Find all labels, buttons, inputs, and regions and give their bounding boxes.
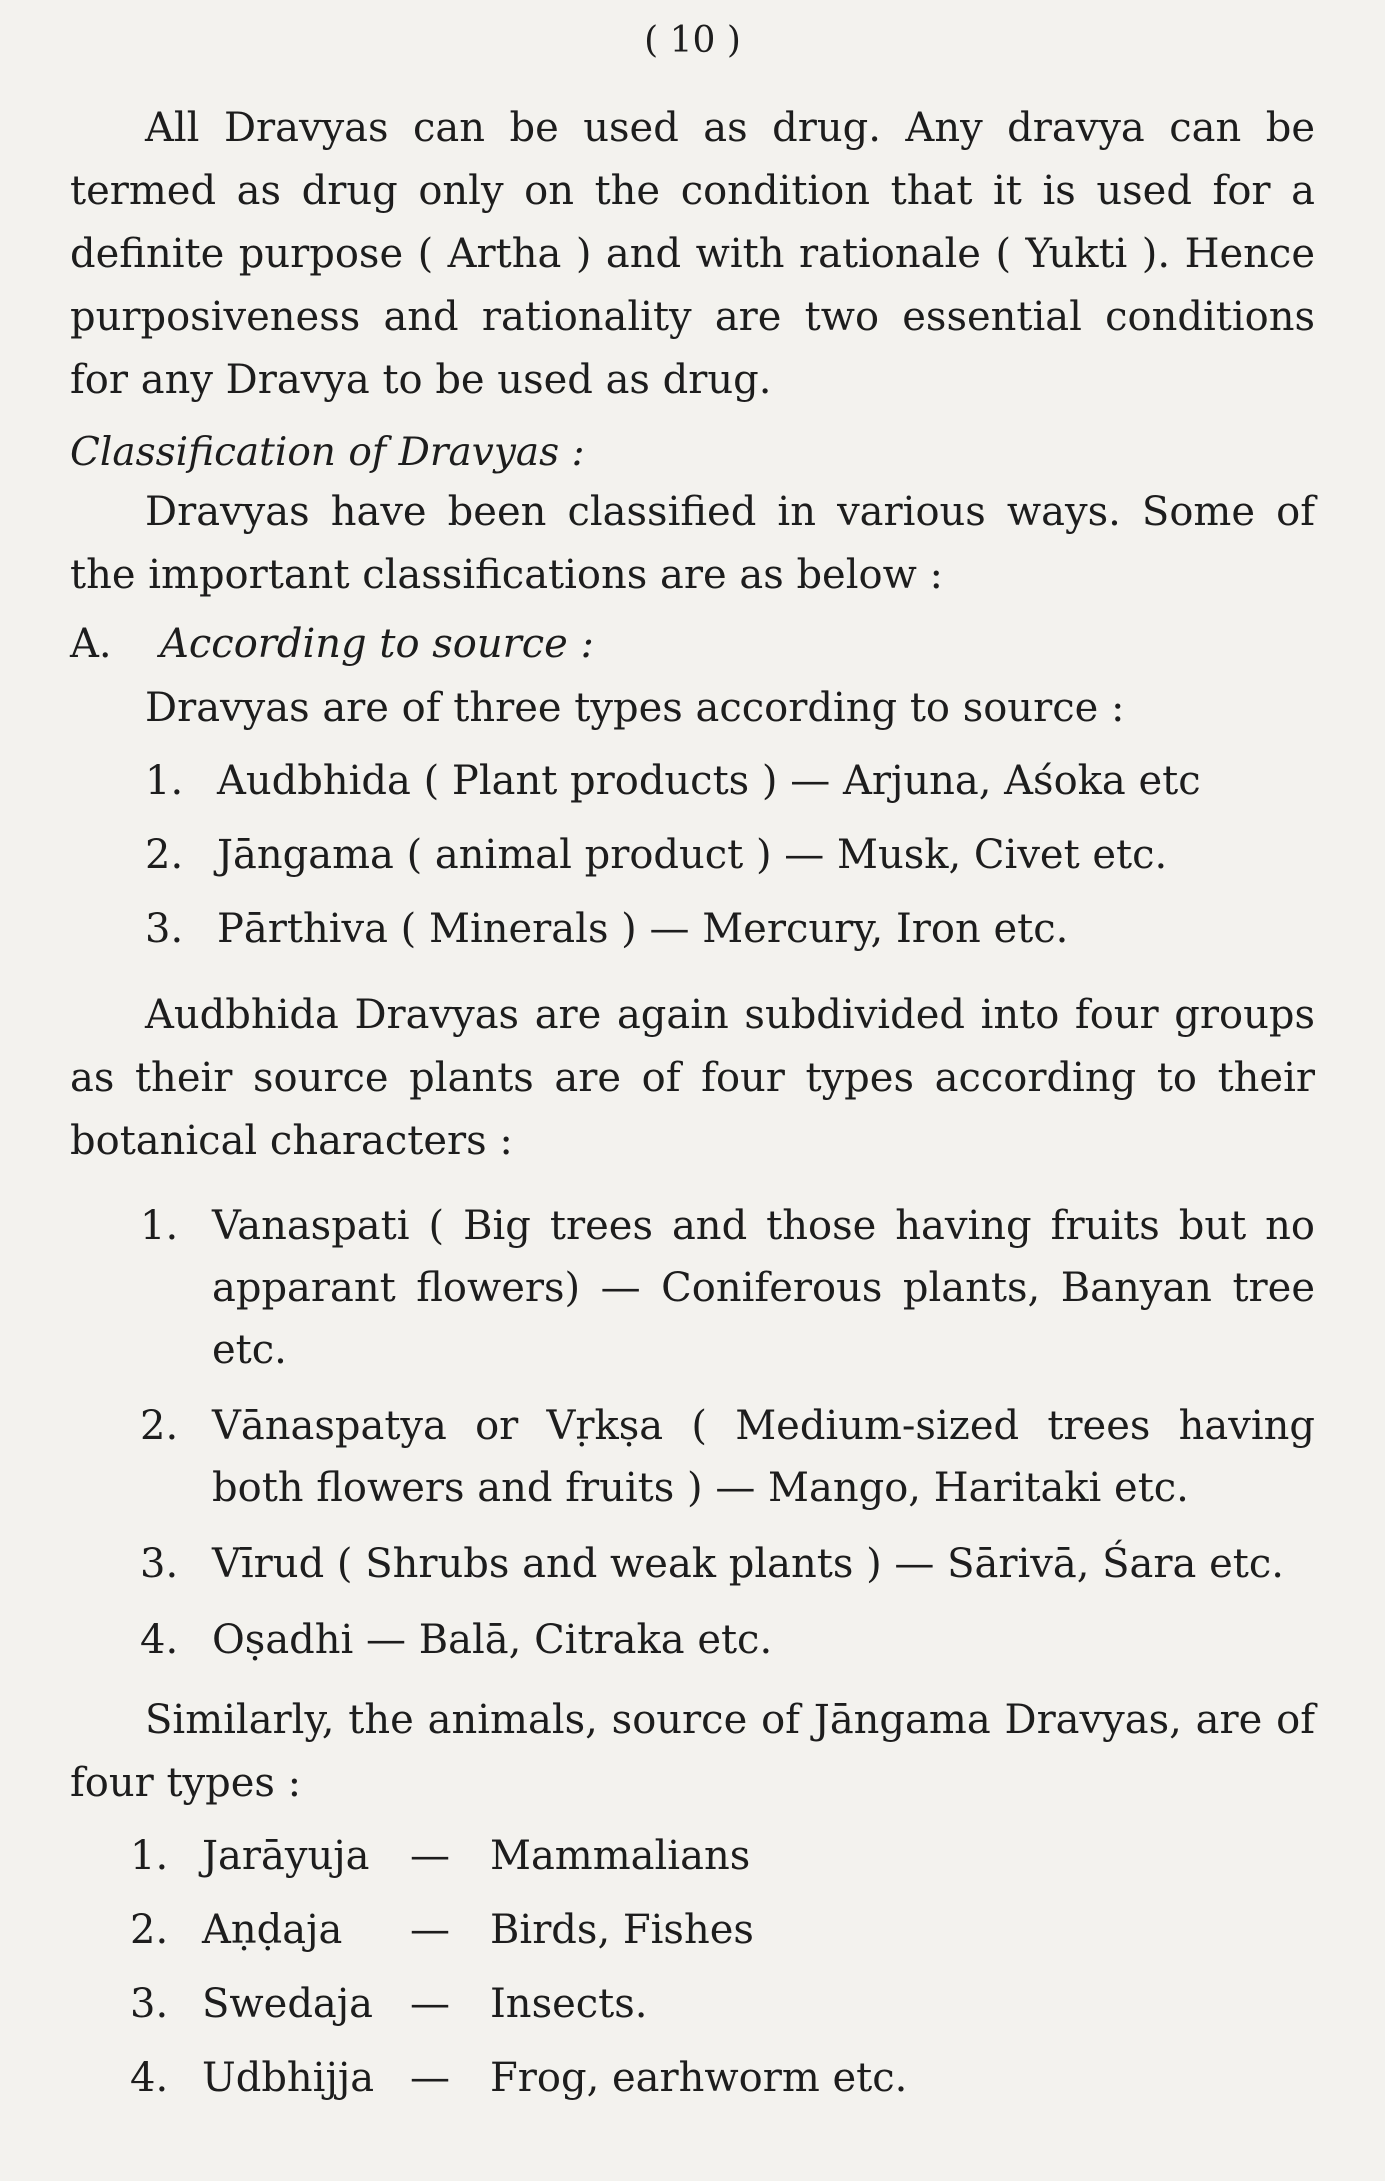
list-item-text: Pārthiva ( Minerals ) — Mercury, Iron etc. xyxy=(217,906,1069,952)
dash: — xyxy=(410,1981,450,2027)
animal-type-description: Mammalians xyxy=(490,1833,751,1879)
intro-paragraph: All Dravyas can be used as drug. Any dravya can be termed as drug only on the condition that it is used for a definite purpose ( Artha ) and with rationale ( Yukti ). Hence purposiveness and rationality are two essential conditions for any Dravya to be used as drug. xyxy=(70,105,1315,403)
animal-type-description: Birds, Fishes xyxy=(490,1907,754,1953)
classification-intro: Dravyas have been classified in various ways. Some of the important classifications are as below : xyxy=(70,489,1315,598)
list-item-number: 2. xyxy=(140,1403,179,1449)
list-item-number: 2. xyxy=(145,832,184,878)
list-item-number: 4. xyxy=(140,1617,179,1663)
dash: — xyxy=(410,1907,450,1953)
list-item-text: Vanaspati ( Big trees and those having fruits but no apparant flowers) — Coniferous plants, Banyan tree etc. xyxy=(212,1203,1315,1373)
list-item xyxy=(145,744,1315,818)
animal-type-name: Swedaja xyxy=(202,1981,374,2027)
list-item xyxy=(130,1967,1315,2041)
list-item-number: 1. xyxy=(145,758,184,804)
jangama-paragraph: Similarly, the animals, source of Jāngama Dravyas, are of four types : xyxy=(70,1697,1315,1806)
dash: — xyxy=(410,2055,450,2101)
list-item-number: 3. xyxy=(140,1541,179,1587)
section-a-title: According to source : xyxy=(160,621,595,667)
list-item-number: 1. xyxy=(140,1203,179,1249)
list-item xyxy=(140,1533,1315,1595)
classification-heading: Classification of Dravyas : xyxy=(70,430,585,475)
animal-type-name: Jarāyuja xyxy=(202,1833,370,1879)
list-item xyxy=(145,818,1315,892)
list-item xyxy=(145,892,1315,966)
list-item-number: 3. xyxy=(145,906,184,952)
animal-type-description: Insects. xyxy=(490,1981,648,2027)
list-item-text: Jāngama ( animal product ) — Musk, Civet etc. xyxy=(217,832,1168,878)
list-item-text: Vīrud ( Shrubs and weak plants ) — Sārivā, Śara etc. xyxy=(212,1541,1284,1587)
list-item xyxy=(140,1195,1315,1381)
list-item-number: 3. xyxy=(130,1981,169,2027)
list-item xyxy=(130,1819,1315,1893)
dash: — xyxy=(410,1833,450,1879)
plant-types-list xyxy=(70,1195,1315,1671)
list-item-number: 1. xyxy=(130,1833,169,1879)
list-item-number: 2. xyxy=(130,1907,169,1953)
list-item xyxy=(130,1893,1315,1967)
section-a-letter: A. xyxy=(70,621,112,667)
audbhida-paragraph: Audbhida Dravyas are again subdivided into four groups as their source plants are of four types according to their botanical characters : xyxy=(70,992,1315,1164)
list-item-text: Audbhida ( Plant products ) — Arjuna, Aśoka etc xyxy=(217,758,1201,804)
list-item xyxy=(140,1609,1315,1671)
page-number: ( 10 ) xyxy=(644,20,741,61)
list-item xyxy=(130,2041,1315,2115)
source-types-list xyxy=(70,744,1315,966)
animal-types-list xyxy=(70,1819,1315,2115)
animal-type-name: Udbhijja xyxy=(202,2055,375,2101)
animal-type-name: Aṇḍaja xyxy=(202,1907,343,1953)
list-item xyxy=(140,1395,1315,1519)
section-a-intro: Dravyas are of three types according to source : xyxy=(145,685,1125,731)
section-a-heading xyxy=(70,611,1315,677)
list-item-number: 4. xyxy=(130,2055,169,2101)
animal-type-description: Frog, earhworm etc. xyxy=(490,2055,908,2101)
list-item-text: Oṣadhi — Balā, Citraka etc. xyxy=(212,1617,773,1663)
list-item-text: Vānaspatya or Vṛkṣa ( Medium-sized trees having both flowers and fruits ) — Mango, Haritaki etc. xyxy=(212,1403,1315,1511)
